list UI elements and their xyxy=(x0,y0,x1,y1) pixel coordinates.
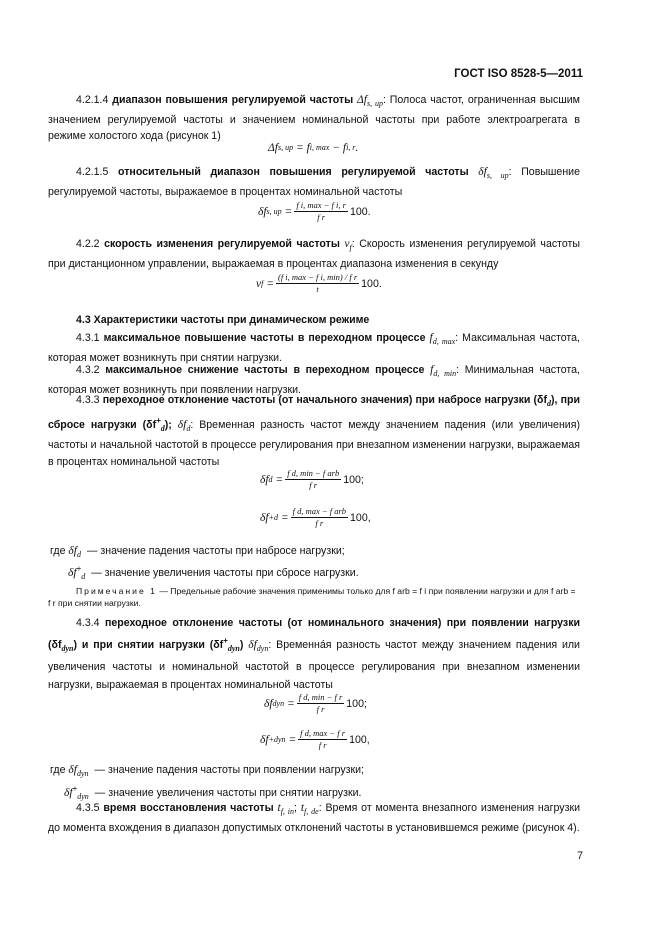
formula-term-b: f xyxy=(342,142,347,154)
symbol-close: ) xyxy=(73,639,78,651)
fraction-numerator: f d, min − f r xyxy=(298,692,343,702)
symbol-subscript: dyn xyxy=(77,792,89,801)
term: максимальное снижение частоты в переходном процессе xyxy=(105,364,425,376)
symbol-subscript: d xyxy=(547,399,552,408)
symbol-subscript: d, max xyxy=(432,337,456,346)
clause-number: 4.3.3 xyxy=(76,394,100,406)
formula-eq: = xyxy=(284,205,293,218)
symbol-text: (δf xyxy=(533,394,548,406)
symbol-close: ) xyxy=(239,639,244,651)
clause-4-3-5: 4.3.5 время восстановления частоты $t_{f, in}$; $t_{f, de}$: Время от момента внезапного изменения нагрузки до момента вхождения в диапазон допустимых отклонений частоты в установившемся режиме (рисунок 4). xyxy=(48,802,581,834)
symbol-subscript: dyn xyxy=(76,769,89,778)
clause-number: 4.2.2 xyxy=(76,238,100,250)
definition-row-fd-plus xyxy=(68,561,359,585)
symbol-de-subscript: f, de xyxy=(304,807,319,816)
definition-text: Время от момента внезапного изменения нагрузки до момента вхождения в диапазон допустимых отклонений частоты в установившемся режиме (рисунок 4). xyxy=(48,802,581,834)
symbol: f xyxy=(430,364,434,376)
fraction-denominator: f r xyxy=(318,740,327,750)
formula-term-b-sub: i, r xyxy=(346,143,356,152)
formula-eq: = xyxy=(280,511,289,524)
formula-vf xyxy=(256,272,382,295)
symbol-close: ); xyxy=(164,419,172,431)
page-number: 7 xyxy=(577,850,583,862)
definition-text: Скорость изменения регулируемой частоты при дистанционном управлении, выражаемая в процентах диапазона изменения в секунду xyxy=(48,238,580,270)
formula-delta-fs-up-relative xyxy=(258,200,371,223)
dash: — xyxy=(94,764,106,776)
formula-delta-fdyn xyxy=(264,692,367,715)
symbol: δf xyxy=(68,567,77,579)
symbol-subscript: f xyxy=(349,243,352,252)
symbol-superscript: + xyxy=(223,636,228,645)
term-load-off: при сбросе нагрузки xyxy=(48,394,581,431)
symbol: δf xyxy=(177,419,187,431)
symbol-separator: ; xyxy=(294,802,297,814)
term: максимальное повышение частоты в переходном процессе xyxy=(103,332,426,344)
symbol-load-on xyxy=(534,394,558,406)
formula-tail: 100, xyxy=(350,511,371,524)
fraction xyxy=(276,272,359,295)
formula-eq: = xyxy=(295,142,304,154)
fraction xyxy=(294,200,348,223)
formula-delta-fdyn-plus xyxy=(260,728,370,751)
formula-term-a: f xyxy=(306,142,310,154)
formula-eq: = xyxy=(266,277,274,290)
symbol-close: ), xyxy=(551,394,558,406)
symbol-text: (δf xyxy=(209,639,224,651)
symbol-load-off xyxy=(142,416,172,433)
formula-delta-fs-up xyxy=(268,140,358,156)
formula-lhs: δf xyxy=(258,205,267,218)
fraction-denominator: f r xyxy=(315,518,324,528)
symbol-subscript: dyn xyxy=(227,644,240,653)
formula-lhs: δf xyxy=(260,473,269,486)
clause-4-2-1-4: 4.2.1.4 диапазон повышения регулируемой частоты $\Delta f_{s, up}$: Полоса частот, ограниченная высшим значением регулируемой частоты и значением номинальной частоты при работе электроагрегата в режиме холостого хода (рисунок 1) xyxy=(48,94,580,142)
symbol-load-on xyxy=(48,639,77,651)
where-label: где xyxy=(50,764,66,776)
symbol: Δf xyxy=(357,94,367,106)
definition-text: Полоса частот, ограниченная высшим значением регулируемой частоты и значением номинальной частоты при работе электроагрегата в режиме холостого хода (рисунок 1) xyxy=(48,94,580,142)
fraction xyxy=(297,692,345,715)
definition-row-fdyn xyxy=(50,762,364,782)
fraction-denominator: f r xyxy=(316,704,325,714)
symbol-subscript: d xyxy=(186,424,191,433)
fraction xyxy=(285,468,341,491)
symbol-subscript: dyn xyxy=(256,644,269,653)
where-label: где xyxy=(50,545,66,557)
symbol-in-subscript: f, in xyxy=(280,807,295,816)
fraction-numerator: f d, max − f arb xyxy=(292,506,347,516)
definition-text: Временная разность частот между значением падения (или увеличения) частоты и начальной частотой в процессе регулирования при внезапном изменении нагрузки, выражаемая в процентах номинальной частоты xyxy=(48,419,580,468)
definition-text: значение увеличения частоты при снятии нагрузки. xyxy=(108,787,362,799)
dash: — xyxy=(91,567,102,579)
formula-tail: 100; xyxy=(346,697,367,710)
definition-text: Временна́я разность частот между значением падения или увеличения частоты и номинальной частотой в процессе регулирования при внезапном изменении нагрузки, выражаемая в процентах номинальной частоты xyxy=(48,639,580,691)
symbol: f xyxy=(429,332,433,344)
definition-text: значение падения частоты при набросе нагрузки; xyxy=(100,545,345,557)
symbol-in: t xyxy=(277,802,281,814)
note-1 xyxy=(48,585,580,609)
formula-lhs-sub: dyn xyxy=(273,734,286,744)
formula-lhs: δf xyxy=(260,511,269,524)
formula-minus: − xyxy=(332,142,340,154)
section-heading-4-3: 4.3 Характеристики частоты при динамическом режиме xyxy=(76,314,370,326)
symbol-text: (δf xyxy=(48,639,62,651)
dash: — xyxy=(94,787,106,799)
symbol-load-off xyxy=(209,636,244,653)
clause-4-3-3: 4.3.3 переходное отклонение частоты (от начального значения) при набросе нагрузки $(\delta f_d)$, при сбросе нагрузки $(\delta f^+_d)$; $\delta f_d$: Временная разность частот между значением падения (или увеличения) частоты и начальной частотой в процессе регулирования при внезапном изменении нагрузки, выражаемая в процентах номинальной частоты xyxy=(48,394,581,468)
document-header: ГОСТ ISO 8528-5—2011 xyxy=(454,68,583,80)
definition-row-fd xyxy=(50,543,345,563)
formula-lhs-sup: + xyxy=(268,734,274,744)
symbol: δf xyxy=(68,545,77,557)
fraction-numerator: (f i, max − f i, min) / f r xyxy=(277,272,358,282)
formula-delta-fd xyxy=(260,468,364,491)
term: скорость изменения регулируемой частоты xyxy=(104,238,340,250)
fraction-denominator: f r xyxy=(309,480,318,490)
formula-lhs: v xyxy=(256,277,262,290)
clause-4-2-1-5: 4.2.1.5 относительный диапазон повышения регулируемой частоты $\delta f_{s, up}$: Повышение регулируемой частоты, выражаемое в процентах номинальной частоты xyxy=(48,166,580,198)
fraction-numerator: f d, min − f arb xyxy=(287,468,340,478)
clause-4-3-2: 4.3.2 максимальное снижение частоты в переходном процессе $f_{d, min}$: Минимальная частота, которая может возникнуть при появлении нагрузки. xyxy=(48,364,581,396)
note-text: — Предельные рабочие значения применимы только для f arb = f i при появлении нагрузки и для f arb = f r при снятии нагрузки. xyxy=(48,586,576,608)
formula-lhs-sub: d xyxy=(268,474,273,484)
symbol: δf xyxy=(68,764,77,776)
formula-lhs-sub: d xyxy=(273,512,278,522)
formula-term-a-sub: i, max xyxy=(309,143,330,152)
dash: — xyxy=(86,545,98,557)
clause-number: 4.3.1 xyxy=(76,332,100,344)
symbol-subscript: d xyxy=(81,572,86,581)
clause-4-2-2: 4.2.2 скорость изменения регулируемой частоты $v_f$: Скорость изменения регулируемой частоты при дистанционном управлении, выражаемая в процентах диапазона изменения в секунду xyxy=(48,238,580,270)
clause-number: 4.2.1.4 xyxy=(76,94,109,106)
symbol-superscript: + xyxy=(72,784,78,793)
fraction-denominator: t xyxy=(316,284,319,294)
definition-text: значение падения частоты при появлении нагрузки; xyxy=(107,764,364,776)
note-label: Примечание 1 xyxy=(76,586,157,596)
symbol: δf xyxy=(64,787,73,799)
definition-text: Максимальная частота, которая может возникнуть при снятии нагрузки. xyxy=(48,332,581,364)
clause-4-3-1: 4.3.1 максимальное повышение частоты в переходном процессе $f_{d, max}$: Максимальная частота, которая может возникнуть при снятии нагрузки. xyxy=(48,332,581,364)
formula-tail: 100. xyxy=(349,205,371,218)
term-load-on: переходное отклонение частоты (от начального значения) при набросе нагрузки xyxy=(102,394,531,406)
symbol-subscript: s, up xyxy=(486,171,509,180)
formula-lhs-sub: f xyxy=(261,278,264,288)
clause-4-3-4: 4.3.4 переходное отклонение частоты (от номинального значения) при появлении нагрузки $(\delta f_{dyn})$ и при снятии нагрузки $(\delta f^+_{dyn})$ $\delta f_{dyn}$: Временна́я разность частот между значением падения или увеличения частоты и номинальной частотой в процессе регулирования при внезапном изменении нагрузки, выражаемая в процентах номинальной частоты xyxy=(48,617,581,691)
definition-text: значение увеличения частоты при сбросе нагрузки. xyxy=(104,567,359,579)
formula-delta-fd-plus xyxy=(260,506,371,529)
formula-lhs-sup: + xyxy=(268,512,274,522)
term-load-off: и при снятии нагрузки xyxy=(81,639,205,651)
formula-lhs: δf xyxy=(260,733,269,746)
fraction-denominator: f r xyxy=(317,212,326,222)
fraction xyxy=(291,506,348,529)
formula-lhs-sub: s, up xyxy=(277,143,294,152)
formula-eq: = xyxy=(286,697,295,710)
formula-eq: = xyxy=(275,473,284,486)
symbol-subscript: d xyxy=(160,424,165,433)
term: диапазон повышения регулируемой частоты xyxy=(112,94,354,106)
formula-end: . xyxy=(355,142,359,154)
symbol-superscript: + xyxy=(76,564,82,573)
symbol-subscript: dyn xyxy=(61,644,74,653)
clause-number: 4.3.4 xyxy=(76,617,100,629)
term: время восстановления частоты xyxy=(103,802,274,814)
formula-tail: 100. xyxy=(361,277,382,290)
fraction-numerator: f d, max − f r xyxy=(300,728,346,738)
clause-number: 4.3.5 xyxy=(76,802,100,814)
symbol-text: (δf xyxy=(142,419,157,431)
fraction-numerator: f i, max − f i, r xyxy=(296,200,346,210)
formula-tail: 100; xyxy=(343,473,364,486)
clause-number: 4.2.1.5 xyxy=(76,166,109,178)
symbol-subscript: d, min xyxy=(433,369,457,378)
definition-text: Минимальная частота, которая может возникнуть при появлении нагрузки. xyxy=(48,364,581,396)
formula-lhs-sub: s, up xyxy=(266,206,282,216)
symbol: δf xyxy=(478,166,487,178)
formula-eq: = xyxy=(288,733,297,746)
formula-lhs-sub: dyn xyxy=(272,698,285,708)
clause-number: 4.3.2 xyxy=(76,364,100,376)
symbol: v xyxy=(344,238,350,250)
term: относительный диапазон повышения регулируемой частоты xyxy=(118,166,469,178)
symbol-subscript: s, up xyxy=(366,99,383,108)
formula-lhs: δf xyxy=(264,697,273,710)
term-load-on: переходное отклонение частоты (от номинального значения) при появлении нагрузки xyxy=(104,617,581,629)
symbol: δf xyxy=(248,639,257,651)
fraction xyxy=(298,728,347,751)
formula-lhs: Δf xyxy=(268,142,278,154)
definition-text: Повышение регулируемой частоты, выражаемое в процентах номинальной частоты xyxy=(48,166,580,198)
symbol-subscript: d xyxy=(76,550,81,559)
symbol-de: t xyxy=(300,802,305,814)
symbol-superscript: + xyxy=(156,416,161,425)
formula-tail: 100, xyxy=(349,733,370,746)
